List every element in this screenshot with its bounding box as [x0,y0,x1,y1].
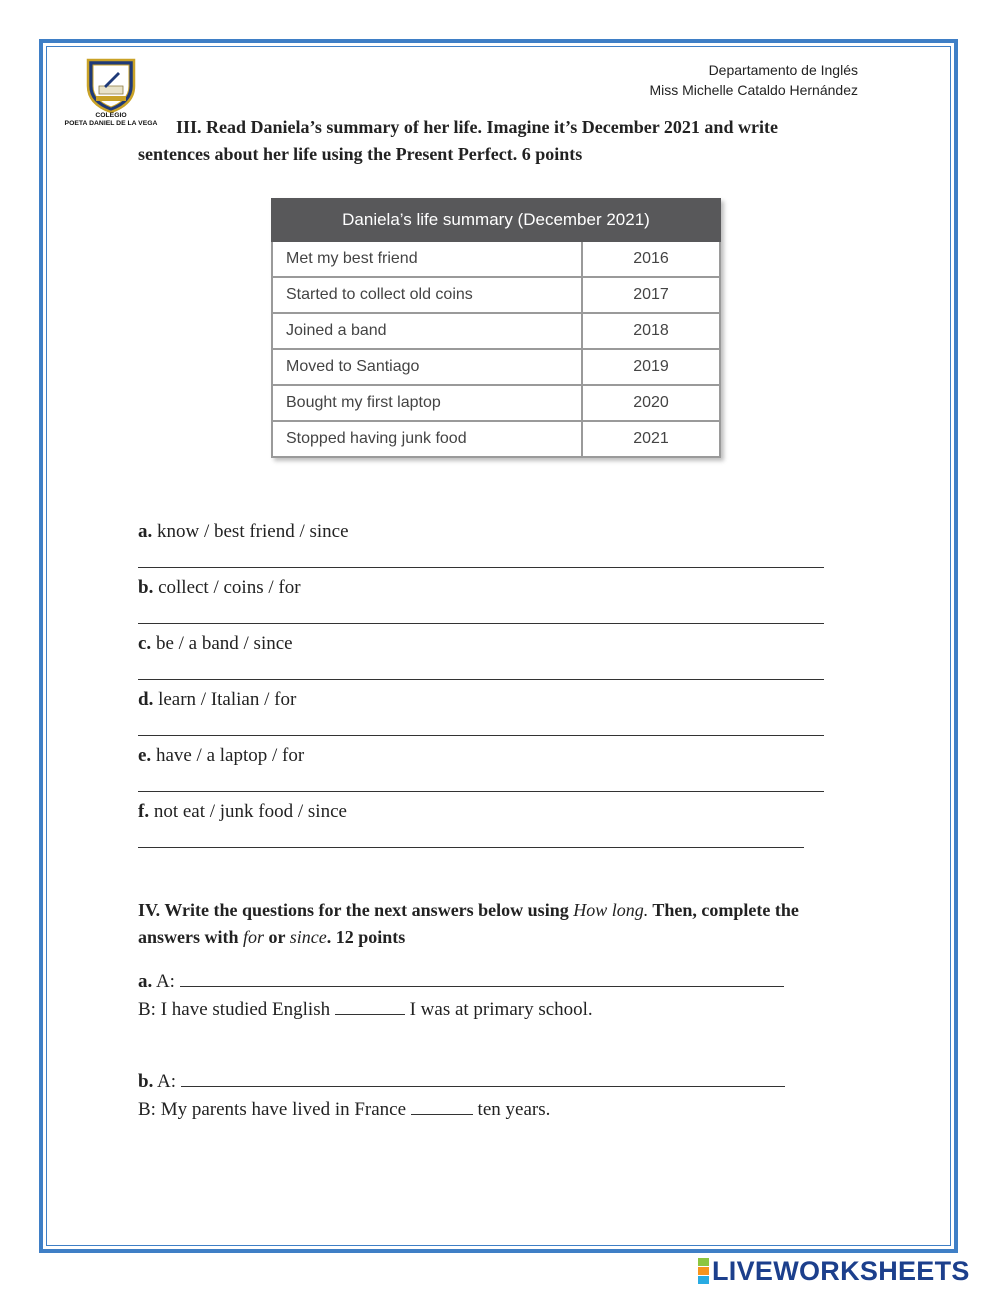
event-cell: Stopped having junk food [272,421,582,457]
question-b-line [138,1070,785,1094]
prompt-c [138,632,293,656]
table-row [272,349,720,385]
prompt-text: not eat / junk food / since [149,801,347,822]
title-text: Then, complete the answers with [138,900,799,947]
answer-line-b[interactable] [138,623,824,624]
prompt-letter: f. [138,801,150,822]
prompt-text: know / best friend / since [152,521,349,542]
liveworksheets-brand [698,1255,970,1286]
department-name: Departamento de Inglés [708,62,858,78]
answer-line-a[interactable] [138,567,824,568]
prompt-letter: a. [138,521,153,542]
answer-line-c[interactable] [138,679,824,680]
answer-text: I was at primary school. [404,999,593,1020]
question-a-line [138,970,784,994]
prompt-letter: e. [138,745,152,766]
prompt-text: be / a band / since [151,633,293,654]
prompt-e [138,744,304,768]
event-cell: Started to collect old coins [272,277,582,313]
title-italic-for: for [243,927,265,947]
question-label: A: [153,1071,181,1092]
answer-text: B: My parents have lived in France [138,1099,411,1120]
table-title: Daniela’s life summary (December 2021) [272,199,720,241]
prompt-letter: c. [138,633,152,654]
title-text: or [264,927,290,947]
year-cell: 2018 [582,313,720,349]
event-cell: Bought my first laptop [272,385,582,421]
answer-b-line [138,1098,550,1122]
prompt-text: collect / coins / for [153,577,301,598]
prompt-text: learn / Italian / for [153,689,297,710]
title-italic-how-long: How long. [573,900,649,920]
answer-text: ten years. [472,1099,551,1120]
prompt-b [138,576,301,600]
section-3-title: III. Read Daniela’s summary of her life. Imagine it’s December 2021 and write sentences about her life using the Present Perfect. 6 points [138,117,778,164]
table-row [272,277,720,313]
question-b-blank[interactable] [181,1072,785,1087]
header-info [649,60,858,100]
year-cell: 2021 [582,421,720,457]
prompt-a [138,520,349,544]
teacher-name: Miss Michelle Cataldo Hernández [649,82,858,98]
year-cell: 2017 [582,277,720,313]
answer-line-e[interactable] [138,791,824,792]
brand-text: LIVEWORKSHEETS [712,1255,970,1286]
event-cell: Moved to Santiago [272,349,582,385]
question-label: A: [152,971,180,992]
title-text: . 12 points [326,927,406,947]
question-a-blank[interactable] [180,972,784,987]
liveworksheets-logo-icon [698,1258,709,1284]
year-cell: 2016 [582,241,720,277]
year-cell: 2020 [582,385,720,421]
prompt-text: have / a laptop / for [151,745,305,766]
prompt-f [138,800,347,824]
year-cell: 2019 [582,349,720,385]
title-text: IV. Write the questions for the next answers below using [138,900,574,920]
prompt-d [138,688,296,712]
question-letter: a. [138,971,153,992]
answer-line-f[interactable] [138,847,804,848]
table-row [272,313,720,349]
school-crest-icon [82,56,140,114]
section-4-title [138,897,818,951]
answer-a-blank[interactable] [335,1000,405,1015]
prompt-letter: d. [138,689,154,710]
answer-line-d[interactable] [138,735,824,736]
table-row [272,421,720,457]
school-name-line2: POETA DANIEL DE LA VEGA [64,120,158,127]
question-letter: b. [138,1071,154,1092]
table-row [272,241,720,277]
answer-text: B: I have studied English [138,999,335,1020]
event-cell: Joined a band [272,313,582,349]
life-summary-table [271,198,721,458]
event-cell: Met my best friend [272,241,582,277]
answer-b-blank[interactable] [411,1100,473,1115]
school-name-line1: COLEGIO [95,112,127,119]
title-italic-since: since [289,927,327,947]
prompt-letter: b. [138,577,154,598]
answer-a-line [138,998,593,1022]
table-row [272,385,720,421]
